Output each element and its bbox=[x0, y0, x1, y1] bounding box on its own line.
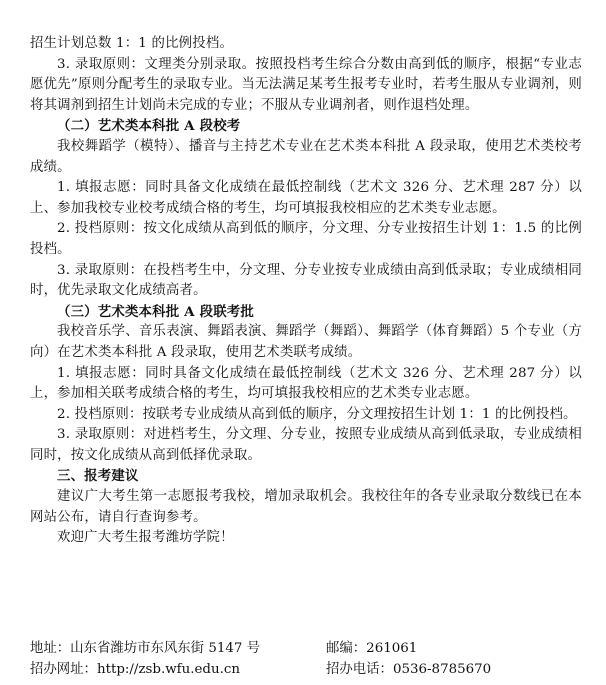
paragraph-school-exam-application: 1. 填报志愿：同时具备文化成绩在最低控制线（艺术文 326 分、艺术理 287 分）以上、参加我校专业校考成绩合格的考生，均可填报我校相应的艺术类专业志愿。 bbox=[30, 180, 582, 216]
section-heading-advice: 三、报考建议 bbox=[57, 468, 139, 485]
contact-footer bbox=[30, 638, 582, 680]
paragraph-welcome: 欢迎广大考生报考潍坊学院！ bbox=[57, 530, 234, 546]
paragraph-school-exam-admission: 3. 录取原则：在投档考生中，分文理、分专业按专业成绩由高到低录取；专业成绩相同时，优先录取文化成绩高者。 bbox=[30, 262, 582, 299]
footer-row-contact bbox=[30, 659, 582, 680]
phone-text: 招办电话：0536-8785670 bbox=[326, 662, 492, 677]
paragraph-advice: 建议广大考生第一志愿报考我校，增加录取机会。我校往年的各专业录取分数线已在本网站公布，请自行查询参考。 bbox=[30, 489, 582, 525]
website-link[interactable]: 招办网址：http://zsb.wfu.edu.cn bbox=[30, 662, 240, 677]
paragraph-art-school-exam-intro: 我校舞蹈学（模特）、播音与主持艺术专业在艺术类本科批 A 段录取，使用艺术类校考成绩。 bbox=[30, 138, 582, 175]
paragraph-school-exam-filing: 2. 投档原则：按文化成绩从高到低的顺序，分文理、分专业按招生计划 1：1.5 的比例投档。 bbox=[30, 221, 582, 257]
postcode-text: 邮编：261061 bbox=[326, 641, 418, 656]
document-body bbox=[30, 34, 582, 549]
paragraph-plan-ratio: 招生计划总数 1：1 的比例投档。 bbox=[30, 36, 234, 51]
paragraph-joint-exam-admission: 3. 录取原则：对进档考生，分文理、分专业，按照专业成绩从高到低录取，专业成绩相同时，按文化成绩从高到低择优录取。 bbox=[30, 427, 582, 463]
address-text: 地址：山东省潍坊市东风东街 5147 号 bbox=[30, 641, 261, 656]
paragraph-joint-exam-filing: 2. 投档原则：按联考专业成绩从高到低的顺序，分文理按招生计划 1：1 的比例投档。 bbox=[57, 406, 577, 422]
paragraph-joint-exam-application: 1. 填报志愿：同时具备文化成绩在最低控制线（艺术文 326 分、艺术理 287 分）以上，参加相关联考成绩合格的考生，均可填报我校相应的艺术类专业志愿。 bbox=[30, 365, 582, 402]
section-heading-art-joint-exam: （三）艺术类本科批 A 段联考批 bbox=[57, 303, 254, 320]
paragraph-art-joint-exam-intro: 我校音乐学、音乐表演、舞蹈表演、舞蹈学（舞蹈）、舞蹈学（体育舞蹈）5 个专业（方向）在艺术类本科批 A 段录取，使用艺术类联考成绩。 bbox=[30, 324, 582, 360]
section-heading-art-school-exam: （二）艺术类本科批 A 段校考 bbox=[57, 118, 241, 135]
paragraph-admission-principle: 3. 录取原则：文理类分别录取。按照投档考生综合分数由高到低的顺序，根据“专业志愿优先”原则分配考生的录取专业。当无法满足某考生报考专业时，若考生服从专业调剂，则将其调剂到招生计划尚未完成的专业；不服从专业调剂者，则作退档处理。 bbox=[30, 56, 582, 113]
footer-row-address bbox=[30, 638, 582, 659]
